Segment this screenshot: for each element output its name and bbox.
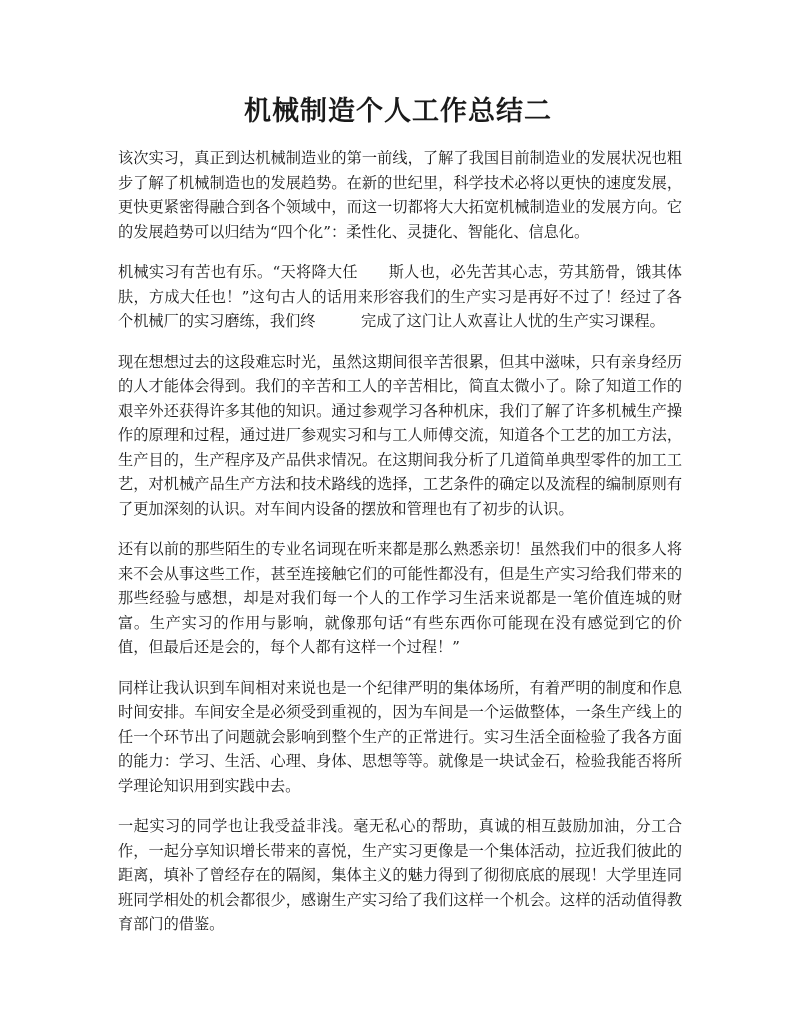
paragraph-2: 机械实习有苦也有乐。“天将降大任 斯人也，必先苦其心志，劳其筋骨，饿其体肤，方成大任也！”这句古人的话用来形容我们的生产实习是再好不过了！经过了各个机械厂的实习磨练，我们终 完成了这门让人欢喜让人忧的生产实习课程。 xyxy=(118,263,682,330)
paragraph-6: 一起实习的同学也让我受益非浅。毫无私心的帮助，真诚的相互鼓励加油，分工合作，一起分享知识增长带来的喜悦，生产实习更像是一个集体活动，拉近我们彼此的距离，填补了曾经存在的隔阂，集体主义的魅力得到了彻彻底底的展现！大学里连同班同学相处的机会都很少，感谢生产实习给了我们这样一个机会。这样的活动值得教育部门的借鉴。 xyxy=(118,817,682,933)
paragraph-3: 现在想想过去的这段难忘时光，虽然这期间很辛苦很累，但其中滋味，只有亲身经历的人才能体会得到。我们的辛苦和工人的辛苦相比，简直太微小了。除了知道工作的艰辛外还获得许多其他的知识。通过参观学习各种机床，我们了解了许多机械生产操作的原理和过程，通过进厂参观实习和与工人师傅交流，知道各个工艺的加工方法，生产目的，生产程序及产品供求情况。在这期间我分析了几道简单典型零件的加工工艺，对机械产品生产方法和技术路线的选择，工艺条件的确定以及流程的编制原则有了更加深刻的认识。对车间内设备的摆放和管理也有了初步的认识。 xyxy=(118,352,682,518)
document-body xyxy=(118,146,682,953)
paragraph-5: 同样让我认识到车间相对来说也是一个纪律严明的集体场所，有着严明的制度和作息时间安排。车间安全是必须受到重视的，因为车间是一个运做整体，一条生产线上的任一个环节出了问题就会影响到整个生产的正常进行。实习生活全面检验了我各方面的能力：学习、生活、心理、身体、思想等等。就像是一块试金石，检验我能否将所学理论知识用到实践中去。 xyxy=(118,678,682,795)
paragraph-4: 还有以前的那些陌生的专业名词现在听来都是那么熟悉亲切！虽然我们中的很多人将来不会从事这些工作，甚至连接触它们的可能性都没有，但是生产实习给我们带来的那些经验与感想，却是对我们每一个人的工作学习生活来说都是一笔价值连城的财富。生产实习的作用与影响，就像那句话“有些东西你可能现在没有感觉到它的价值，但最后还是会的，每个人都有这样一个过程！” xyxy=(118,540,682,656)
document-title: 机械制造个人工作总结二 xyxy=(244,96,552,127)
paragraph-1: 该次实习，真正到达机械制造业的第一前线，了解了我国目前制造业的发展状况也粗步了解了机械制造也的发展趋势。在新的世纪里，科学技术必将以更快的速度发展，更快更紧密得融合到各个领域中，而这一切都将大大拓宽机械制造业的发展方向。它的发展趋势可以归结为“四个化”：柔性化、灵捷化、智能化、信息化。 xyxy=(118,149,682,241)
